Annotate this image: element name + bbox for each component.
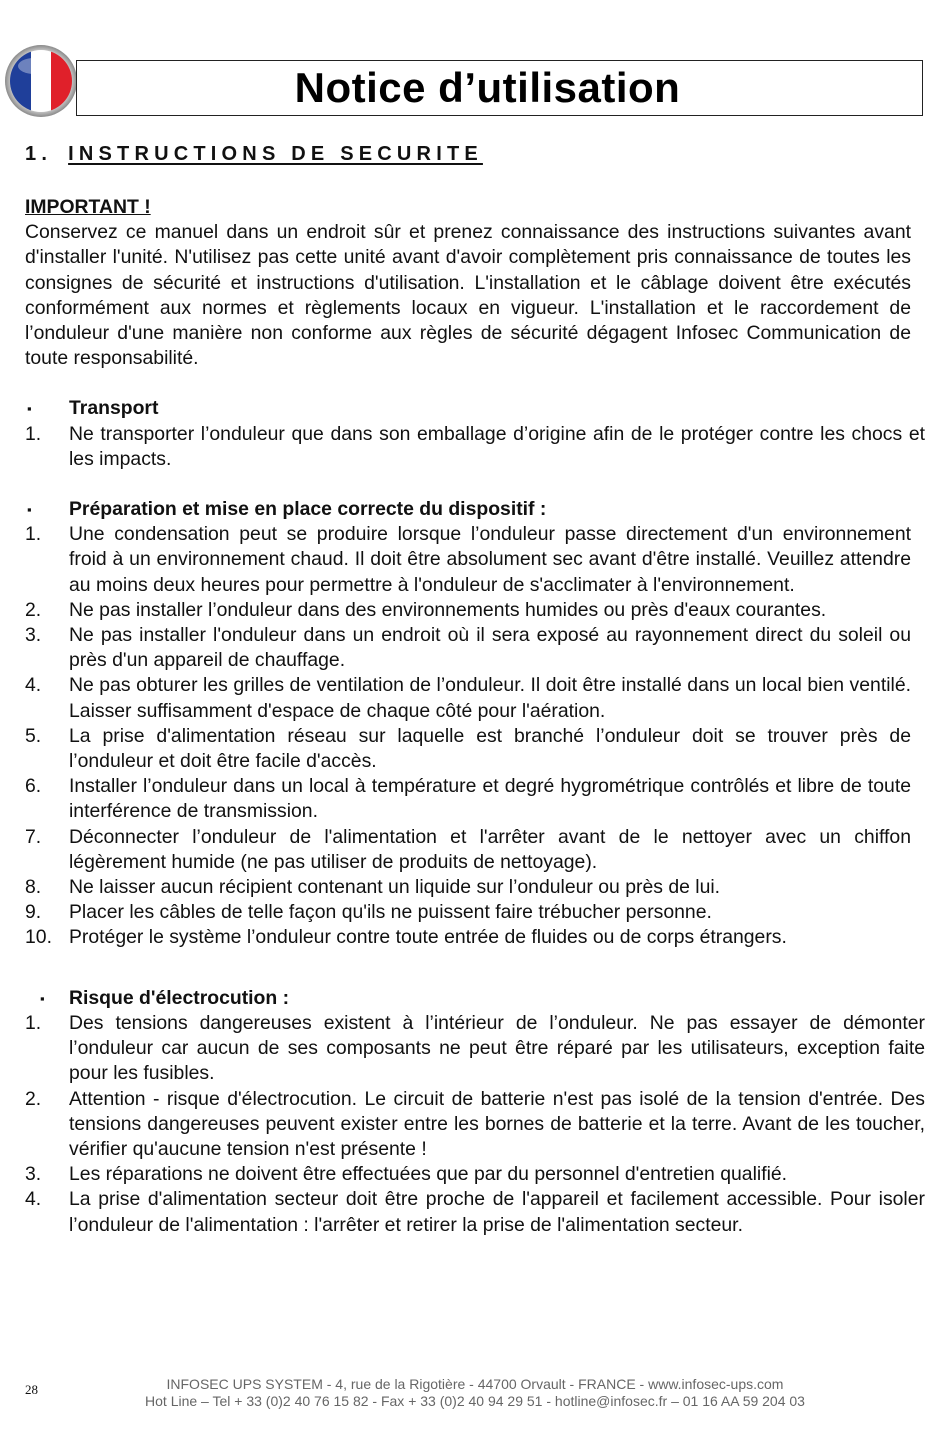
item-text: Ne pas obturer les grilles de ventilation de l’onduleur. Il doit être installé dans un local bien ventilé. Laisser suffisamment d'espace de chaque côté pour l'aération. xyxy=(69,674,911,722)
bullet-icon: ▪ xyxy=(27,401,32,417)
page-title: Notice d’utilisation xyxy=(294,64,681,111)
section-number: 1. xyxy=(25,143,53,165)
item-text: Placer les câbles de telle façon qu'ils ne puissent faire trébucher personne. xyxy=(69,901,712,924)
list-item xyxy=(25,623,911,673)
item-text: Attention - risque d'électrocution. Le circuit de batterie n'est pas isolé de la tension d'entrée. Des tensions dangereuses peuvent exister entre les bornes de batterie et la terre. Avant de les toucher, vérifier qu'aucune tension n'est présente ! xyxy=(69,1087,925,1160)
item-number: 5. xyxy=(25,724,42,747)
item-text: Déconnecter l’onduleur de l'alimentation et l'arrêter avant de le nettoyer avec un chiffon légèrement humide (ne pas utiliser de produits de nettoyage). xyxy=(69,825,911,873)
item-number: 10. xyxy=(25,926,52,949)
item-text: Des tensions dangereuses existent à l’intérieur de l’onduleur. Ne pas essayer de démonter l’onduleur car aucun de ses composants ne peut être réparé par les utilisateurs, exception faite pour les fusibles. xyxy=(69,1011,925,1085)
list-item xyxy=(25,1011,925,1087)
page-number: 28 xyxy=(25,1382,38,1397)
bullet-icon: ▪ xyxy=(27,502,32,518)
footer-contact: Hot Line – Tel + 33 (0)2 40 76 15 82 - Fax + 33 (0)2 40 94 29 51 - hotline@infosec.fr – 01 16 AA 59 204 03 xyxy=(145,1393,805,1409)
section-title: INSTRUCTIONS DE SECURITE xyxy=(68,143,483,165)
preparation-list xyxy=(25,522,911,950)
item-text: La prise d'alimentation réseau sur laquelle est branché l’onduleur doit se trouver près de l’onduleur et doit être facile d'accès. xyxy=(69,724,911,773)
item-number: 4. xyxy=(25,674,42,697)
item-number: 1. xyxy=(25,523,42,546)
preparation-title: Préparation et mise en place correcte du dispositif : xyxy=(69,498,547,521)
item-text: Ne laisser aucun récipient contenant un liquide sur l’onduleur ou près de lui. xyxy=(69,876,721,899)
item-text: Ne transporter l’onduleur que dans son emballage d’origine afin de le protéger contre les chocs et les impacts. xyxy=(69,422,925,470)
footer xyxy=(70,1376,880,1410)
item-text: Une condensation peut se produire lorsque l’onduleur passe directement d'un environnement froid à un environnement chaud. Il doit être absolument sec avant d'être installé. Veuillez attendre au moins deux heures pour permettre à l'onduleur de s'acclimater à l'environnement. xyxy=(69,523,911,596)
list-item xyxy=(25,598,911,623)
item-number: 3. xyxy=(25,1163,42,1186)
section-heading xyxy=(25,143,483,166)
item-text: Ne pas installer l’onduleur dans des environnements humides ou près d'eaux courantes. xyxy=(69,598,827,621)
item-number: 3. xyxy=(25,624,42,647)
electrocution-heading xyxy=(25,986,925,1011)
list-item xyxy=(25,1187,925,1237)
list-item xyxy=(25,825,911,875)
list-item xyxy=(25,774,911,824)
item-number: 7. xyxy=(25,825,42,848)
list-item xyxy=(25,1162,925,1187)
item-text: Les réparations ne doivent être effectuées que par du personnel d'entretien qualifié. xyxy=(69,1163,788,1186)
item-number: 1. xyxy=(25,422,42,445)
electrocution-list xyxy=(25,1011,925,1238)
list-item xyxy=(25,522,911,598)
item-number: 1. xyxy=(25,1011,42,1034)
bullet-icon: ▪ xyxy=(40,990,45,1006)
transport-title: Transport xyxy=(69,397,159,420)
footer-address: INFOSEC UPS SYSTEM - 4, rue de la Rigotière - 44700 Orvault - FRANCE - www.infosec-ups.com xyxy=(166,1376,784,1392)
electrocution-title: Risque d'électrocution : xyxy=(69,986,290,1009)
item-number: 4. xyxy=(25,1188,42,1211)
list-item xyxy=(25,925,911,950)
list-item xyxy=(25,1087,925,1163)
important-label: IMPORTANT ! xyxy=(25,196,151,218)
list-item xyxy=(25,724,911,774)
item-text: Ne pas installer l'onduleur dans un endroit où il sera exposé au rayonnement direct du soleil ou près d'un appareil de chauffage. xyxy=(69,624,911,672)
list-item xyxy=(25,875,911,900)
preparation-heading xyxy=(25,497,925,522)
item-number: 2. xyxy=(25,1087,42,1110)
list-item xyxy=(25,422,925,472)
flag-badge-icon xyxy=(4,44,78,118)
transport-heading xyxy=(25,396,925,421)
item-text: La prise d'alimentation secteur doit être proche de l'appareil et facilement accessible. Pour isoler l’onduleur de l'alimentation : l'arrêter et retirer la prise de l'alimentation secteur. xyxy=(69,1188,925,1236)
item-number: 2. xyxy=(25,598,42,621)
transport-list xyxy=(25,422,925,472)
item-text: Protéger le système l’onduleur contre toute entrée de fluides ou de corps étrangers. xyxy=(69,926,787,949)
item-number: 9. xyxy=(25,901,42,924)
france-flag-logo xyxy=(4,44,78,118)
important-paragraph: Conservez ce manuel dans un endroit sûr et prenez connaissance des instructions suivantes avant d'installer l'unité. N'utilisez pas cette unité avant d'avoir complètement pris connaissance de toutes les consignes de sécurité et instructions d'utilisation. L'installation et le câblage doivent être exécutés conformément aux normes et règlements locaux en vigueur. L'installation et le raccordement de l’onduleur d'une manière non conforme aux règles de sécurité dégagent Infosec Communication de toute responsabilité. xyxy=(25,221,911,370)
title-box xyxy=(76,60,923,116)
document-body xyxy=(25,195,925,1238)
item-number: 6. xyxy=(25,775,42,798)
list-item xyxy=(25,673,911,723)
item-number: 8. xyxy=(25,876,42,899)
list-item xyxy=(25,900,911,925)
item-text: Installer l’onduleur dans un local à température et degré hygrométrique contrôlés et libre de toute interférence de transmission. xyxy=(69,775,911,823)
